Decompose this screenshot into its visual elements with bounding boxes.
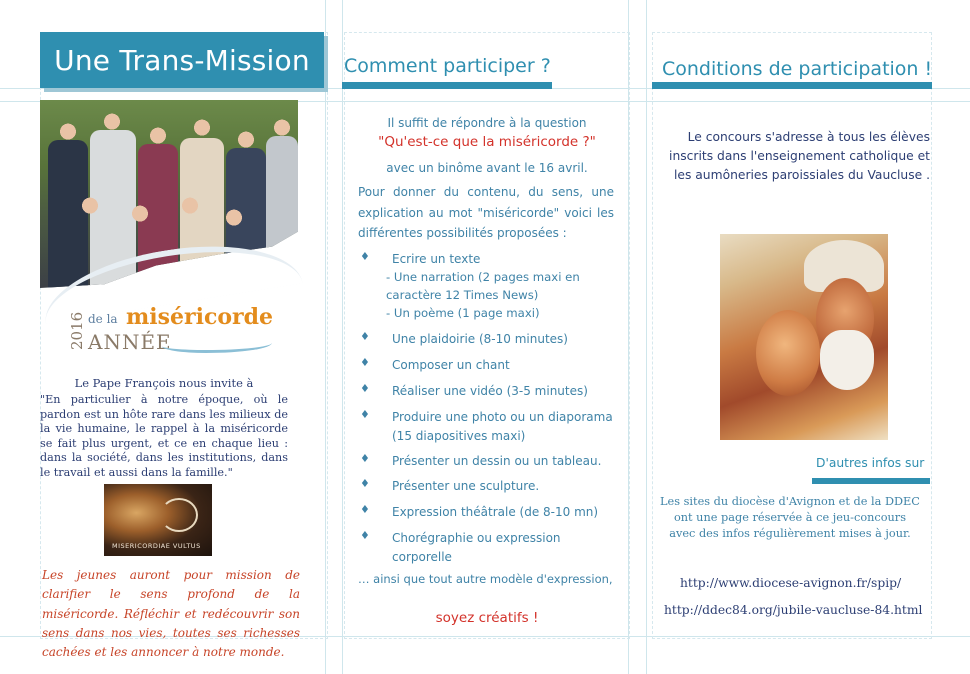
diocese-link[interactable]: http://www.diocese-avignon.fr/spip/ [680, 576, 902, 590]
heading-comment-participer: Comment participer ? [344, 55, 551, 77]
pope-intro: Le Pape François nous invite à [74, 376, 254, 390]
youth-mission-text: Les jeunes auront pour mission de clarifier le sens profond de la miséricorde. Réfléchir et redécouvrir son sens dans nos vies, toutes ses richesses cachées et les annoncer à notre monde. [42, 568, 300, 660]
pope-quote: "En particulier à notre époque, où le pardon est un hôte rare dans les milieux de la vie humaine, le rappel à la miséricorde se fait plus urgent, et ce en chaque lieu : dans la société, dans les institutions, dans le travail et aussi dans la famille." [40, 393, 288, 479]
sites-text: Les sites du diocèse d'Avignon et de la DDEC ont une page réservée à ce jeu-concours avec des infos régulièrement mises à jour. [660, 495, 920, 541]
image-caption: MISERICORDIAE VULTUS [112, 542, 201, 550]
diamond-bullet-icon: ♦ [360, 529, 370, 542]
diamond-bullet-icon: ♦ [360, 477, 370, 490]
closing-text: … ainsi que tout autre modèle d'expression, [358, 572, 613, 586]
explanation-paragraph: Pour donner du contenu, du sens, une explication au mot "miséricorde" voici les différentes possibilités proposées : [358, 185, 614, 240]
ddec-link[interactable]: http://ddec84.org/jubile-vaucluse-84.html [664, 603, 923, 617]
heading-underline [652, 82, 932, 89]
diamond-bullet-icon: ♦ [360, 330, 370, 343]
concours-text: Le concours s'adresse à tous les élèves inscrits dans l'enseignement catholique et les aumôneries paroissiales du Vaucluse . [669, 130, 930, 182]
annee-misericorde-logo: 2016 de la miséricorde ANNÉE [68, 304, 274, 354]
diamond-bullet-icon: ♦ [360, 503, 370, 516]
deadline-text: avec un binôme avant le 16 avril. [386, 161, 588, 175]
more-info-heading: D'autres infos sur [816, 456, 925, 470]
diamond-bullet-icon: ♦ [360, 382, 370, 395]
heading-conditions: Conditions de participation ! [662, 58, 933, 80]
mercy-painting [720, 234, 888, 440]
diamond-bullet-icon: ♦ [360, 356, 370, 369]
page-title: Une Trans-Mission [40, 32, 324, 88]
diamond-bullet-icon: ♦ [360, 452, 370, 465]
heading-underline [812, 478, 930, 484]
diamond-bullet-icon: ♦ [360, 250, 370, 263]
creative-text: soyez créatifs ! [435, 610, 539, 626]
diamond-bullet-icon: ♦ [360, 408, 370, 421]
misericordiae-vultus-image [104, 484, 212, 556]
question-text: "Qu'est-ce que la miséricorde ?" [378, 134, 596, 150]
heading-underline [342, 82, 552, 89]
intro-text: Il suffit de répondre à la question [387, 116, 587, 130]
